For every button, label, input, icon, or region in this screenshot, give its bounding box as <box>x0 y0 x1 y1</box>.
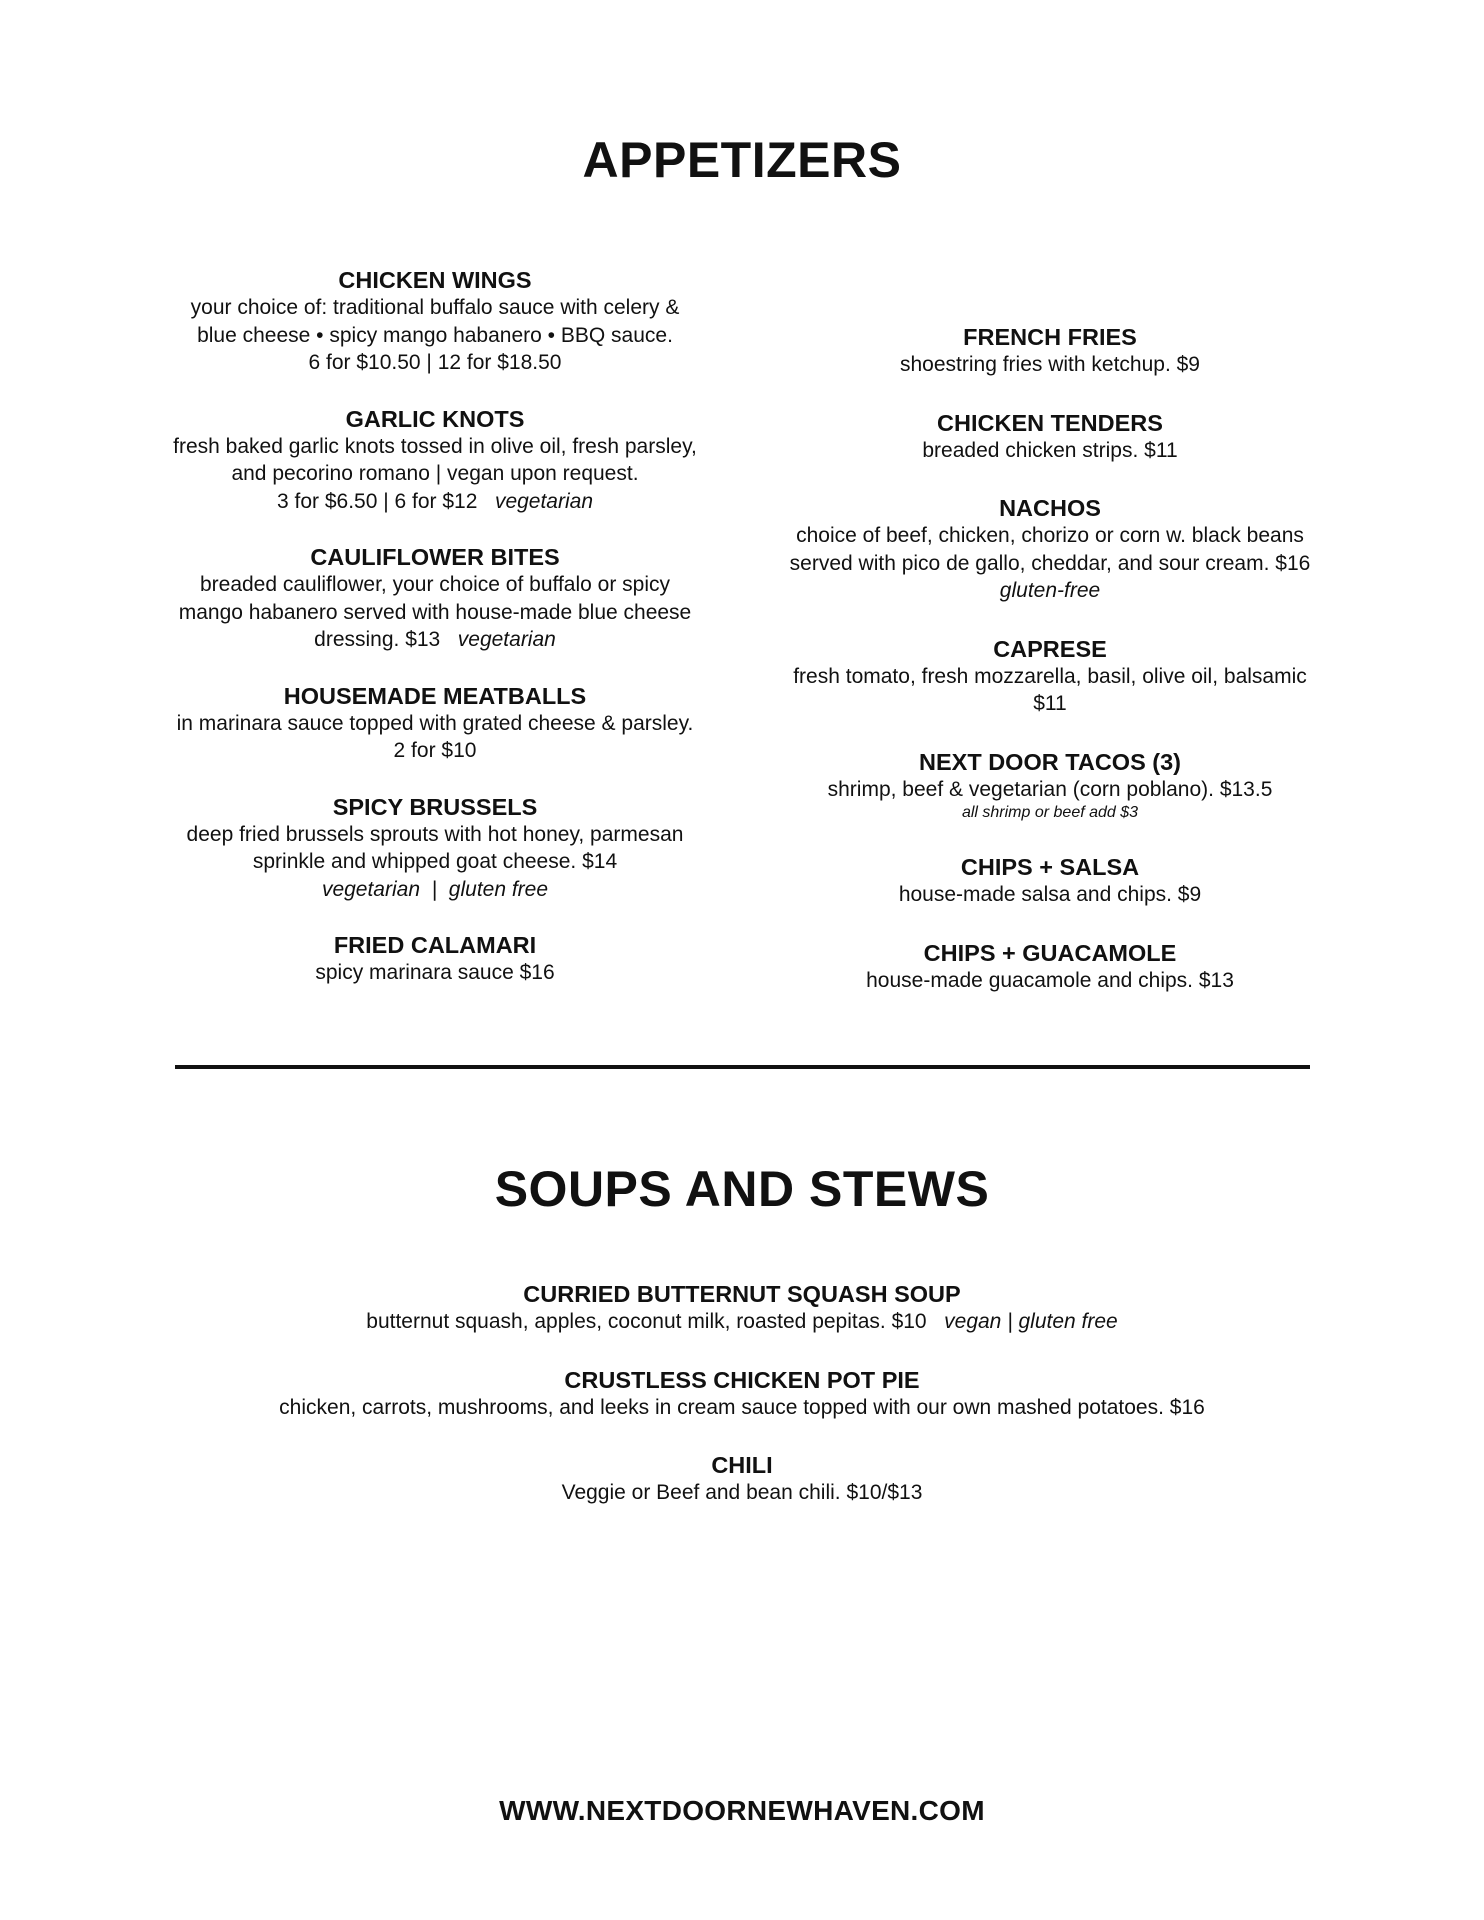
item-description: house-made salsa and chips. $9 <box>898 883 1202 906</box>
diet-tags: vegetarian <box>457 628 556 651</box>
diet-tags: vegan | gluten free <box>944 1310 1118 1333</box>
item-price: 6 for $10.50 | 12 for $18.50 <box>308 351 562 374</box>
item-name: HOUSEMADE MEATBALLS <box>283 682 587 709</box>
item-name: CHIPS + SALSA <box>960 854 1140 880</box>
menu-item <box>168 793 702 904</box>
appetizers-right-column <box>782 323 1318 1024</box>
item-price: 3 for $6.50 | 6 for $12 <box>276 489 478 513</box>
menu-item <box>782 635 1318 718</box>
item-description: house-made guacamole and chips. $13 <box>866 968 1234 992</box>
diet-tags: vegetarian | gluten free <box>321 877 549 901</box>
item-name: FRENCH FRIES <box>963 324 1137 350</box>
item-name: CAULIFLOWER BITES <box>310 544 560 570</box>
item-description: breaded chicken strips. $11 <box>922 438 1178 462</box>
menu-item <box>168 405 702 516</box>
menu-item <box>0 1280 1484 1336</box>
item-name: CHICKEN TENDERS <box>937 409 1163 436</box>
menu-item <box>782 853 1318 909</box>
item-description: your choice of: traditional buffalo sauce with celery & blue cheese • spicy mango habanero • BBQ sauce. 6 for $10.50 | 12 for $18.50 <box>190 296 680 374</box>
menu-item <box>782 939 1318 995</box>
menu-item <box>782 494 1318 605</box>
item-name: SPICY BRUSSELS <box>332 793 538 820</box>
item-description: deep fried brussels sprouts with hot honey, parmesan sprinkle and whipped goat cheese. $14 vegetarian | gluten free <box>186 822 684 901</box>
item-name: CURRIED BUTTERNUT SQUASH SOUP <box>523 1281 961 1307</box>
item-name: CHILI <box>711 1452 773 1478</box>
item-description: spicy marinara sauce $16 <box>315 961 555 984</box>
menu-item <box>168 266 702 377</box>
item-description: shrimp, beef & vegetarian (corn poblano). $13.5 <box>827 777 1273 801</box>
menu-item <box>168 682 702 765</box>
appetizers-left-column <box>168 266 702 1015</box>
item-description: fresh baked garlic knots tossed in olive oil, fresh parsley, and pecorino romano | vegan upon request. 3 for $6.50 | 6 for $12 vegetarian <box>173 434 697 513</box>
section-divider <box>175 1065 1310 1069</box>
item-name: CRUSTLESS CHICKEN POT PIE <box>564 1366 920 1393</box>
item-description: butternut squash, apples, coconut milk, roasted pepitas. $10 vegan | gluten free <box>366 1310 1118 1333</box>
item-description: breaded cauliflower, your choice of buffalo or spicy mango habanero served with house-made blue cheese dressing. $13 vegetarian <box>178 573 692 651</box>
item-name: CHICKEN WINGS <box>338 267 532 293</box>
soups-list <box>0 1280 1484 1537</box>
menu-item <box>168 543 702 654</box>
item-description: shoestring fries with ketchup. $9 <box>900 353 1200 376</box>
soups-title: SOUPS AND STEWS <box>494 1161 990 1217</box>
item-name: NEXT DOOR TACOS (3) <box>919 748 1181 775</box>
menu-item <box>782 323 1318 379</box>
diet-tags: gluten-free <box>999 579 1101 602</box>
menu-item <box>168 931 702 987</box>
item-name: GARLIC KNOTS <box>345 405 525 432</box>
item-description: chicken, carrots, mushrooms, and leeks in cream sauce topped with our own mashed potatoes. $16 <box>279 1395 1205 1419</box>
appetizers-title: APPETIZERS <box>582 132 902 188</box>
diet-tags: vegetarian <box>494 489 594 513</box>
item-name: NACHOS <box>999 495 1101 521</box>
menu-item <box>0 1366 1484 1422</box>
item-name: CAPRESE <box>993 635 1107 662</box>
menu-item <box>0 1451 1484 1507</box>
item-description: fresh tomato, fresh mozzarella, basil, olive oil, balsamic $11 <box>793 664 1307 715</box>
item-note: all shrimp or beef add $3 <box>961 804 1139 821</box>
item-name: FRIED CALAMARI <box>333 932 537 958</box>
menu-item <box>782 409 1318 465</box>
item-description: choice of beef, chicken, chorizo or corn w. black beans served with pico de gallo, cheddar, and sour cream. $16 gluten-free <box>789 524 1311 602</box>
website-link[interactable]: WWW.NEXTDOORNEWHAVEN.COM <box>499 1795 985 1826</box>
menu-item <box>782 748 1318 824</box>
item-description: Veggie or Beef and bean chili. $10/$13 <box>561 1481 923 1504</box>
item-name: CHIPS + GUACAMOLE <box>923 939 1177 966</box>
item-description: in marinara sauce topped with grated cheese & parsley. 2 for $10 <box>176 711 694 762</box>
